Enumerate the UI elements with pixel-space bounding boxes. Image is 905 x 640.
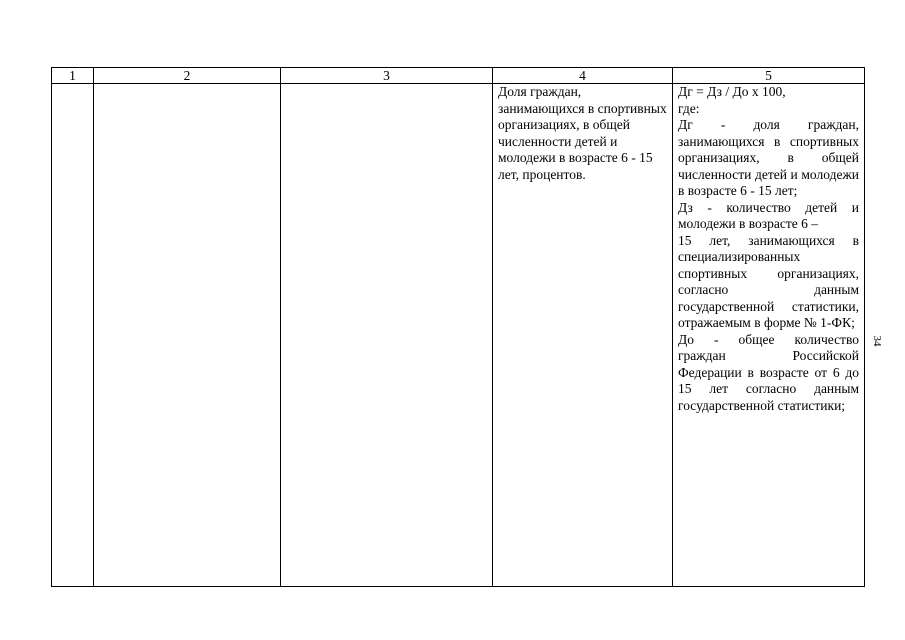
cell-col-1 — [52, 84, 94, 587]
indicator-table — [51, 67, 865, 587]
dg-definition: Дг - доля граждан, занимающихся в спортивных организациях, в общей численности детей и молодежи в возрасте 6 - 15 лет; — [678, 117, 859, 198]
table-header-row — [52, 68, 865, 84]
cell-col-3 — [281, 84, 493, 587]
do-definition: До - общее количество граждан Российской Федерации в возрасте от 6 до 15 лет согласно данным государственной статистики; — [678, 331, 859, 413]
column-header-1: 1 — [52, 68, 94, 84]
column-header-2: 2 — [94, 68, 281, 84]
dz-definition-part2: 15 лет, занимающихся в специализированных спортивных организациях, согласно данным государственной статистики, отражаемым в форме № 1-ФК; — [678, 232, 859, 330]
where-label: где: — [678, 100, 700, 116]
indicator-name-cell: Доля граждан, занимающихся в спортивных организациях, в общей численности детей и молодежи в возрасте 6 - 15 лет, процентов. — [493, 84, 673, 587]
column-header-5: 5 — [673, 68, 865, 84]
column-header-3: 3 — [281, 68, 493, 84]
column-header-4: 4 — [493, 68, 673, 84]
cell-col-2 — [94, 84, 281, 587]
calculation-method-cell — [673, 84, 865, 587]
table-row — [52, 84, 865, 587]
dz-definition-part1: Дз - количество детей и молодежи в возрасте 6 – — [678, 199, 859, 231]
page-number: 34 — [871, 335, 883, 347]
formula-text: Дг = Дз / До х 100, — [678, 84, 786, 99]
